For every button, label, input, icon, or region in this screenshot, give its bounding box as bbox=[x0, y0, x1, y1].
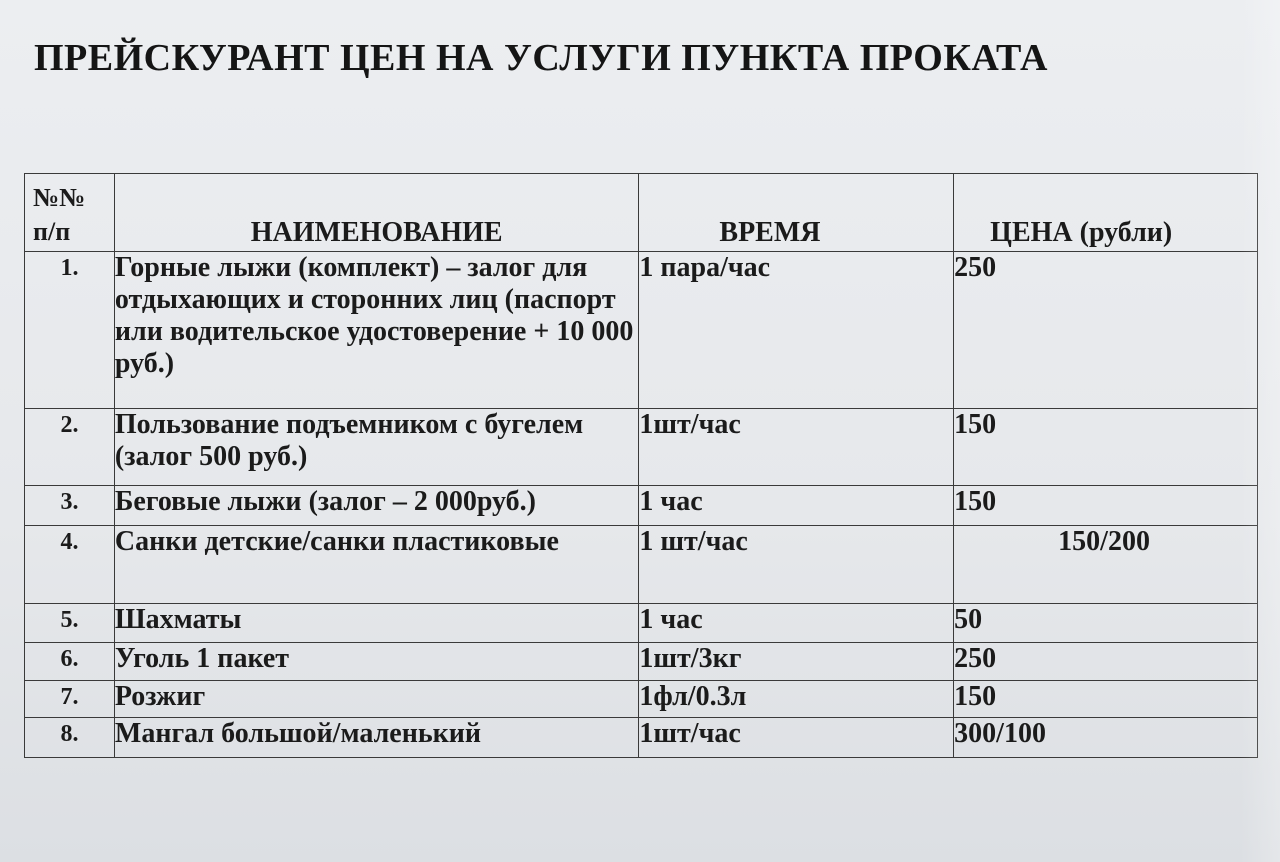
row-name: Шахматы bbox=[114, 604, 639, 643]
header-time: ВРЕМЯ bbox=[639, 174, 954, 252]
table-row bbox=[25, 252, 1258, 409]
row-time: 1шт/час bbox=[639, 718, 954, 758]
header-price: ЦЕНА (рубли) bbox=[954, 174, 1258, 252]
header-number-line1: №№ bbox=[33, 183, 86, 212]
row-number: 7. bbox=[25, 681, 115, 718]
row-name: Беговые лыжи (залог – 2 000руб.) bbox=[114, 486, 639, 526]
row-price: 150/200 bbox=[954, 526, 1258, 604]
price-table bbox=[24, 173, 1258, 758]
table-header-row bbox=[25, 174, 1258, 252]
row-number: 6. bbox=[25, 643, 115, 681]
row-price: 250 bbox=[954, 643, 1258, 681]
row-name: Розжиг bbox=[114, 681, 639, 718]
header-name: НАИМЕНОВАНИЕ bbox=[114, 174, 639, 252]
document-title: ПРЕЙСКУРАНТ ЦЕН НА УСЛУГИ ПУНКТА ПРОКАТА bbox=[34, 37, 1048, 79]
row-name: Мангал большой/маленький bbox=[114, 718, 639, 758]
row-number: 8. bbox=[25, 718, 115, 758]
row-price: 250 bbox=[954, 252, 1258, 409]
row-price: 150 bbox=[954, 486, 1258, 526]
header-number-line2: п/п bbox=[33, 217, 71, 246]
table-row bbox=[25, 604, 1258, 643]
row-price: 150 bbox=[954, 681, 1258, 718]
row-name: Уголь 1 пакет bbox=[114, 643, 639, 681]
table-row bbox=[25, 718, 1258, 758]
row-price: 50 bbox=[954, 604, 1258, 643]
row-number: 1. bbox=[25, 252, 115, 409]
row-name: Санки детские/санки пластиковые bbox=[114, 526, 639, 604]
row-time: 1 пара/час bbox=[639, 252, 954, 409]
row-time: 1фл/0.3л bbox=[639, 681, 954, 718]
row-number: 4. bbox=[25, 526, 115, 604]
table-row bbox=[25, 486, 1258, 526]
row-price: 300/100 bbox=[954, 718, 1258, 758]
table-row bbox=[25, 526, 1258, 604]
row-number: 2. bbox=[25, 409, 115, 486]
paper-glare bbox=[1240, 0, 1280, 862]
table-row bbox=[25, 681, 1258, 718]
row-time: 1шт/3кг bbox=[639, 643, 954, 681]
row-time: 1 час bbox=[639, 604, 954, 643]
table-row bbox=[25, 409, 1258, 486]
row-name: Пользование подъемником с бугелем (залог 500 руб.) bbox=[114, 409, 639, 486]
row-number: 5. bbox=[25, 604, 115, 643]
row-time: 1 час bbox=[639, 486, 954, 526]
header-number bbox=[25, 174, 115, 252]
row-price: 150 bbox=[954, 409, 1258, 486]
table-row bbox=[25, 643, 1258, 681]
row-number: 3. bbox=[25, 486, 115, 526]
row-name: Горные лыжи (комплект) – залог для отдыхающих и сторонних лиц (паспорт или водительское удостоверение + 10 000 руб.) bbox=[114, 252, 639, 409]
row-time: 1 шт/час bbox=[639, 526, 954, 604]
row-time: 1шт/час bbox=[639, 409, 954, 486]
